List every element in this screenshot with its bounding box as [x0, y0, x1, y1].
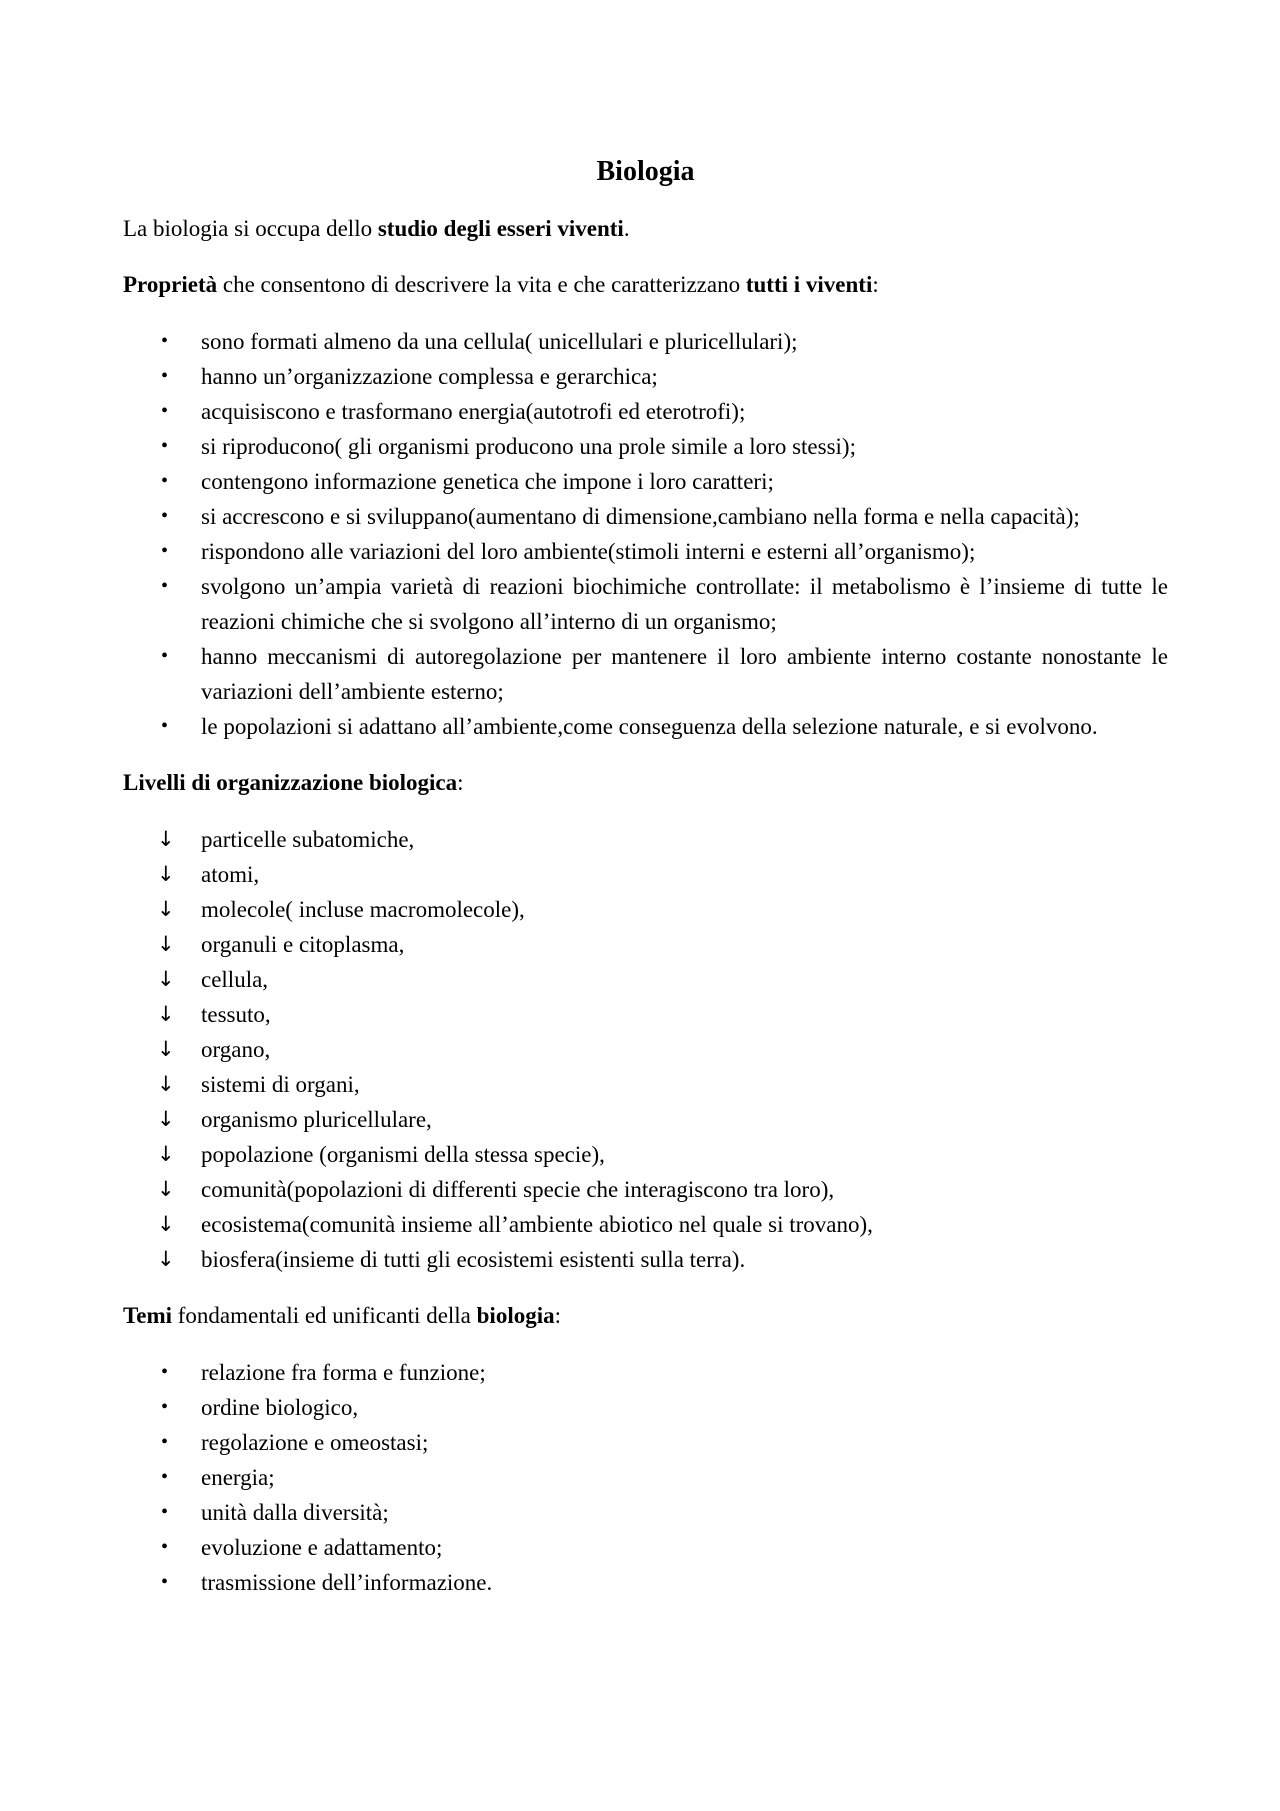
- list-item: [123, 639, 1168, 709]
- levels-heading: [123, 766, 1168, 800]
- list-item: [123, 1032, 1168, 1067]
- list-item-text: organismo pluricellulare,: [201, 1107, 432, 1132]
- bullet-icon: •: [161, 400, 169, 422]
- properties-heading-bold1: Proprietà: [123, 272, 218, 297]
- intro-end: .: [623, 216, 630, 241]
- list-item: [123, 464, 1168, 499]
- list-item-text: si accrescono e si sviluppano(aumentano di dimensione,cambiano nella forma e nella capacità);: [201, 504, 1080, 529]
- arrow-down-icon: ↓: [157, 932, 175, 956]
- list-item-text: svolgono un’ampia varietà di reazioni biochimiche controllate: il metabolismo è l’insieme di tutte le reazioni chimiche che si svolgono all’interno di un organismo;: [201, 574, 1168, 634]
- bullet-icon: •: [161, 505, 169, 527]
- list-item-text: unità dalla diversità;: [201, 1500, 389, 1525]
- list-item: [123, 997, 1168, 1032]
- list-item-text: sistemi di organi,: [201, 1072, 360, 1097]
- list-item: [123, 1242, 1168, 1277]
- bullet-icon: •: [161, 365, 169, 387]
- properties-heading-end: :: [872, 272, 879, 297]
- themes-heading: [123, 1299, 1168, 1333]
- list-item-text: cellula,: [201, 967, 269, 992]
- properties-list: [123, 324, 1168, 744]
- list-item: [123, 1460, 1168, 1495]
- arrow-down-icon: ↓: [157, 1212, 175, 1236]
- list-item-text: le popolazioni si adattano all’ambiente,come conseguenza della selezione naturale, e si evolvono.: [201, 714, 1098, 739]
- list-item-text: organo,: [201, 1037, 271, 1062]
- themes-heading-bold1: Temi: [123, 1303, 172, 1328]
- arrow-down-icon: ↓: [157, 1107, 175, 1131]
- bullet-icon: •: [161, 645, 169, 667]
- list-item-text: tessuto,: [201, 1002, 271, 1027]
- list-item-text: biosfera(insieme di tutti gli ecosistemi esistenti sulla terra).: [201, 1247, 746, 1272]
- list-item: [123, 857, 1168, 892]
- list-item-text: contengono informazione genetica che impone i loro caratteri;: [201, 469, 774, 494]
- list-item: [123, 892, 1168, 927]
- list-item-text: comunità(popolazioni di differenti specie che interagiscono tra loro),: [201, 1177, 835, 1202]
- themes-list: [123, 1355, 1168, 1600]
- list-item: [123, 359, 1168, 394]
- list-item-text: ecosistema(comunità insieme all’ambiente abiotico nel quale si trovano),: [201, 1212, 873, 1237]
- list-item: [123, 1067, 1168, 1102]
- themes-heading-middle: fondamentali ed unificanti della: [172, 1303, 477, 1328]
- arrow-down-icon: ↓: [157, 1002, 175, 1026]
- properties-heading: [123, 268, 1168, 302]
- arrow-down-icon: ↓: [157, 862, 175, 886]
- bullet-icon: •: [161, 575, 169, 597]
- intro-bold: studio degli esseri viventi: [377, 216, 624, 241]
- list-item: [123, 709, 1168, 744]
- list-item: [123, 534, 1168, 569]
- list-item: [123, 1207, 1168, 1242]
- list-item: [123, 1530, 1168, 1565]
- list-item-text: atomi,: [201, 862, 260, 887]
- document-page: [123, 150, 1168, 1622]
- list-item: [123, 569, 1168, 639]
- properties-heading-bold2: tutti i viventi: [745, 272, 873, 297]
- levels-list: [123, 822, 1168, 1277]
- list-item: [123, 1495, 1168, 1530]
- list-item-text: particelle subatomiche,: [201, 827, 415, 852]
- bullet-icon: •: [161, 1501, 169, 1523]
- arrow-down-icon: ↓: [157, 827, 175, 851]
- bullet-icon: •: [161, 715, 169, 737]
- arrow-down-icon: ↓: [157, 1072, 175, 1096]
- intro-text: La biologia si occupa dello: [123, 216, 378, 241]
- list-item-text: molecole( incluse macromolecole),: [201, 897, 525, 922]
- bullet-icon: •: [161, 1536, 169, 1558]
- page-title: Biologia: [596, 156, 695, 187]
- bullet-icon: •: [161, 1361, 169, 1383]
- arrow-down-icon: ↓: [157, 897, 175, 921]
- list-item-text: hanno meccanismi di autoregolazione per mantenere il loro ambiente interno costante nonostante le variazioni dell’ambiente esterno;: [201, 644, 1168, 704]
- list-item: [123, 1137, 1168, 1172]
- levels-heading-end: :: [457, 770, 464, 795]
- list-item-text: popolazione (organismi della stessa specie),: [201, 1142, 605, 1167]
- list-item: [123, 1565, 1168, 1600]
- list-item: [123, 1390, 1168, 1425]
- bullet-icon: •: [161, 470, 169, 492]
- bullet-icon: •: [161, 1571, 169, 1593]
- list-item: [123, 1425, 1168, 1460]
- intro-paragraph: [123, 212, 1168, 246]
- list-item-text: rispondono alle variazioni del loro ambiente(stimoli interni e esterni all’organismo);: [201, 539, 976, 564]
- arrow-down-icon: ↓: [157, 967, 175, 991]
- list-item-text: relazione fra forma e funzione;: [201, 1360, 486, 1385]
- bullet-icon: •: [161, 1466, 169, 1488]
- list-item: [123, 1355, 1168, 1390]
- list-item: [123, 822, 1168, 857]
- list-item: [123, 394, 1168, 429]
- bullet-icon: •: [161, 1431, 169, 1453]
- list-item-text: hanno un’organizzazione complessa e gerarchica;: [201, 364, 658, 389]
- bullet-icon: •: [161, 540, 169, 562]
- list-item: [123, 429, 1168, 464]
- bullet-icon: •: [161, 435, 169, 457]
- list-item: [123, 927, 1168, 962]
- list-item: [123, 962, 1168, 997]
- themes-heading-end: :: [554, 1303, 561, 1328]
- list-item: [123, 324, 1168, 359]
- themes-heading-bold2: biologia: [476, 1303, 555, 1328]
- arrow-down-icon: ↓: [157, 1247, 175, 1271]
- list-item: [123, 1102, 1168, 1137]
- bullet-icon: •: [161, 330, 169, 352]
- list-item: [123, 499, 1168, 534]
- list-item-text: organuli e citoplasma,: [201, 932, 405, 957]
- levels-heading-bold: Livelli di organizzazione biologica: [123, 770, 458, 795]
- arrow-down-icon: ↓: [157, 1037, 175, 1061]
- arrow-down-icon: ↓: [157, 1142, 175, 1166]
- list-item-text: trasmissione dell’informazione.: [201, 1570, 493, 1595]
- list-item-text: acquisiscono e trasformano energia(autotrofi ed eterotrofi);: [201, 399, 746, 424]
- list-item: [123, 1172, 1168, 1207]
- list-item-text: energia;: [201, 1465, 275, 1490]
- bullet-icon: •: [161, 1396, 169, 1418]
- list-item-text: sono formati almeno da una cellula( unicellulari e pluricellulari);: [201, 329, 798, 354]
- list-item-text: evoluzione e adattamento;: [201, 1535, 443, 1560]
- list-item-text: regolazione e omeostasi;: [201, 1430, 429, 1455]
- list-item-text: si riproducono( gli organismi producono una prole simile a loro stessi);: [201, 434, 856, 459]
- properties-heading-middle: che consentono di descrivere la vita e che caratterizzano: [217, 272, 746, 297]
- list-item-text: ordine biologico,: [201, 1395, 359, 1420]
- arrow-down-icon: ↓: [157, 1177, 175, 1201]
